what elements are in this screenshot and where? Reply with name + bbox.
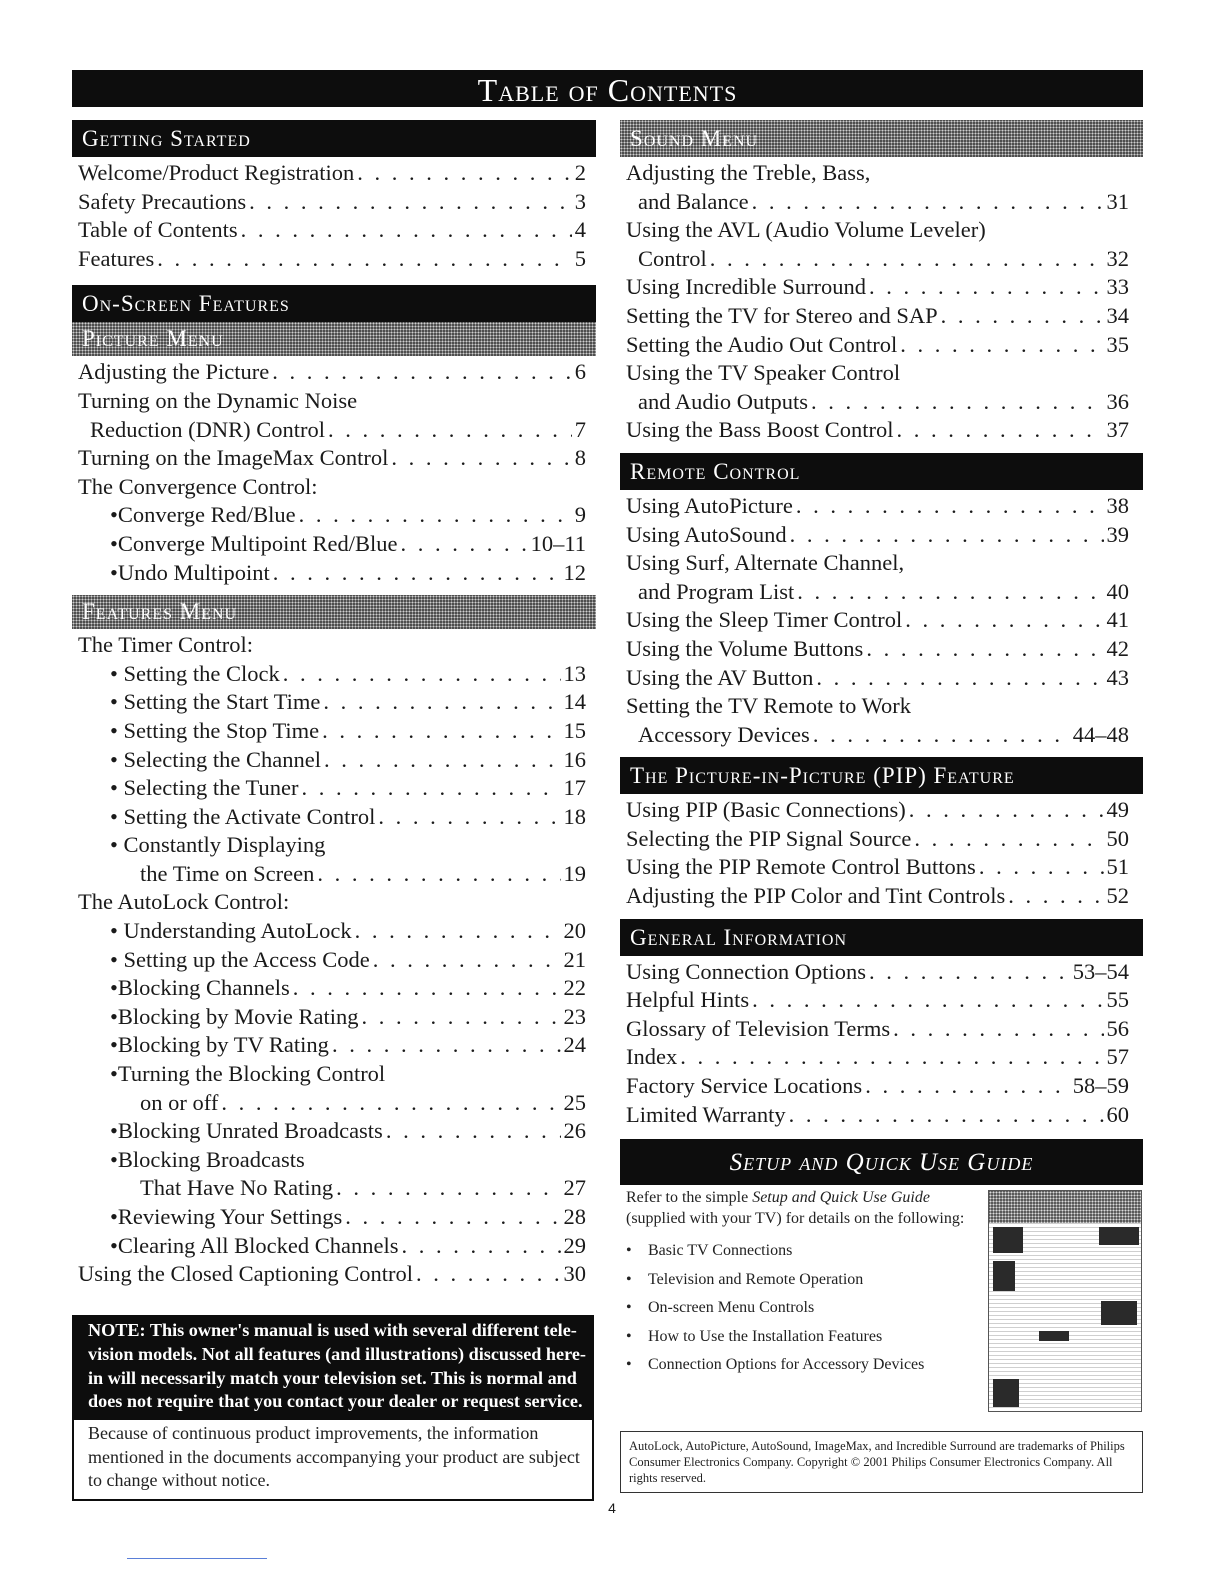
toc-entry-page: 24: [563, 1032, 586, 1058]
right-column: [620, 120, 1143, 1133]
leader-dots: [909, 796, 1104, 825]
leader-dots: [157, 245, 572, 274]
toc-entry[interactable]: [620, 359, 1143, 388]
toc-entry-page: 20: [563, 918, 586, 944]
leader-dots: [869, 958, 1070, 987]
toc-entry-page: 15: [563, 717, 586, 743]
leader-dots: [355, 917, 561, 946]
toc-entry-label: • Setting the Clock: [110, 660, 280, 686]
toc-entry-page: 49: [1106, 797, 1129, 823]
sound-menu-list: [620, 157, 1143, 453]
toc-entry[interactable]: [72, 831, 596, 860]
setup-guide-list: [626, 1237, 978, 1380]
toc-entry-label: •Blocking Unrated Broadcasts: [110, 1118, 383, 1144]
toc-entry-page: 57: [1106, 1044, 1129, 1070]
leader-dots: [323, 688, 560, 717]
toc-entry-page: 31: [1106, 188, 1129, 214]
leader-dots: [299, 501, 572, 530]
setup-guide-header: Setup and Quick Use Guide: [620, 1139, 1143, 1185]
toc-entry[interactable]: [620, 1072, 1143, 1101]
toc-entry-label: • Setting the Activate Control: [110, 803, 376, 829]
toc-entry-page: 34: [1106, 302, 1129, 328]
toc-entry-label: Index: [626, 1044, 678, 1070]
toc-entry-label: Using AutoSound: [626, 521, 787, 547]
leader-dots: [900, 331, 1103, 360]
toc-entry-label: Reduction (DNR) Control: [90, 416, 325, 442]
toc-entry[interactable]: [620, 664, 1143, 693]
toc-entry-label: That Have No Rating: [140, 1175, 334, 1201]
pip-feature-header: The Picture-in-Picture (PIP) Feature: [620, 757, 1143, 794]
toc-entry[interactable]: [72, 1060, 596, 1089]
toc-entry-page: 27: [563, 1175, 586, 1201]
pip-feature-list: [620, 794, 1143, 918]
toc-entry-label: Using Connection Options: [626, 958, 866, 984]
leader-dots: [905, 606, 1103, 635]
leader-dots: [317, 860, 560, 889]
toc-entry-label: and Program List: [638, 578, 795, 604]
toc-entry-page: 12: [563, 559, 586, 585]
thumbnail-block: [1101, 1301, 1137, 1325]
leader-dots: [979, 853, 1104, 882]
toc-entry-page: 51: [1106, 854, 1129, 880]
toc-entry-label: Glossary of Television Terms: [626, 1015, 891, 1041]
toc-entry-page: 35: [1106, 331, 1129, 357]
toc-entry[interactable]: [620, 331, 1143, 360]
toc-entry-page: 55: [1106, 987, 1129, 1013]
toc-entry-label: Adjusting the Treble, Bass,: [626, 160, 871, 185]
toc-entry-page: 2: [574, 160, 586, 185]
setup-intro-prefix: Refer to the simple: [626, 1189, 753, 1206]
toc-entry-label: •Clearing All Blocked Channels: [110, 1232, 399, 1258]
setup-guide-item: • How to Use the Installation Features: [626, 1323, 978, 1352]
toc-entry[interactable]: [620, 825, 1143, 854]
toc-entry-label: and Audio Outputs: [638, 388, 809, 414]
toc-entry[interactable]: [72, 1232, 596, 1261]
toc-entry-label: Safety Precautions: [78, 188, 247, 214]
toc-entry-label: The AutoLock Control:: [78, 889, 290, 915]
toc-entry-page: 58–59: [1072, 1073, 1129, 1099]
toc-entry-label: •Reviewing Your Settings: [110, 1204, 343, 1229]
features-menu-list: [72, 629, 596, 1293]
toc-entry-label: Adjusting the Picture: [78, 359, 270, 385]
toc-entry[interactable]: [72, 688, 596, 717]
leader-dots: [221, 1089, 560, 1118]
toc-entry[interactable]: [72, 1117, 596, 1146]
footer-divider: [127, 1558, 267, 1559]
toc-entry[interactable]: [620, 492, 1143, 521]
toc-entry-label: Welcome/Product Registration: [78, 160, 355, 185]
toc-entry[interactable]: [620, 796, 1143, 825]
leader-dots: [869, 273, 1104, 302]
remote-control-list: [620, 490, 1143, 757]
toc-entry[interactable]: [72, 746, 596, 775]
setup-intro-italic: Setup and Quick Use Guide: [752, 1189, 930, 1206]
leader-dots: [324, 746, 561, 775]
page-number: 4: [608, 1500, 616, 1516]
toc-entry-label: • Selecting the Tuner: [110, 775, 299, 801]
toc-entry-label: Turning on the ImageMax Control: [78, 445, 389, 471]
note-box: [72, 1315, 594, 1501]
toc-entry[interactable]: [72, 1203, 596, 1232]
toc-entry[interactable]: [72, 917, 596, 946]
toc-entry-label: Using the AV Button: [626, 664, 814, 690]
toc-entry-label: • Setting the Stop Time: [110, 717, 320, 743]
leader-dots: [941, 302, 1104, 331]
getting-started-header: Getting Started: [72, 120, 596, 157]
toc-entry-page: 16: [563, 746, 586, 772]
toc-entry[interactable]: [620, 388, 1143, 417]
setup-guide-item: • Connection Options for Accessory Devices: [626, 1351, 978, 1380]
toc-entry[interactable]: [72, 1260, 596, 1289]
bullet-icon: •: [626, 1270, 632, 1288]
toc-entry[interactable]: [620, 273, 1143, 302]
leader-dots: [813, 721, 1070, 750]
toc-entry-label: Using the PIP Remote Control Buttons: [626, 854, 976, 880]
leader-dots: [752, 986, 1103, 1015]
toc-entry[interactable]: [620, 302, 1143, 331]
toc-entry-label: Using the TV Speaker Control: [626, 360, 901, 386]
features-menu-header: Features Menu: [72, 595, 596, 629]
leader-dots: [400, 530, 527, 559]
toc-entry[interactable]: [72, 631, 596, 660]
leader-dots: [790, 521, 1104, 550]
toc-entry[interactable]: [72, 530, 596, 559]
toc-entry-page: 43: [1106, 664, 1129, 690]
toc-entry-label: • Understanding AutoLock: [110, 918, 352, 944]
toc-entry-label: • Setting the Start Time: [110, 689, 321, 715]
toc-entry[interactable]: [72, 974, 596, 1003]
toc-entry-page: 21: [563, 946, 586, 972]
toc-entry-label: •Undo Multipoint: [110, 559, 270, 585]
toc-entry-label: Using the AVL (Audio Volume Leveler): [626, 217, 986, 243]
toc-entry-page: 19: [563, 860, 586, 886]
toc-entry[interactable]: [620, 986, 1143, 1015]
toc-entry-label: Using the Volume Buttons: [626, 635, 864, 661]
leader-dots: [357, 159, 571, 188]
remote-control-header: Remote Control: [620, 453, 1143, 490]
leader-dots: [332, 1031, 561, 1060]
setup-intro-suffix: (supplied with your TV) for details on the following:: [626, 1210, 965, 1227]
toc-entry[interactable]: [620, 1101, 1143, 1130]
leader-dots: [249, 188, 572, 217]
toc-entry-label: on or off: [140, 1089, 219, 1115]
toc-entry-page: 25: [563, 1089, 586, 1115]
toc-entry[interactable]: [72, 245, 596, 274]
toc-entry-page: 10–11: [530, 530, 586, 556]
toc-entry-page: 50: [1106, 825, 1129, 851]
toc-entry-page: 9: [574, 502, 586, 528]
leader-dots: [272, 358, 572, 387]
toc-entry-page: 28: [563, 1204, 586, 1229]
toc-entry-label: • Constantly Displaying: [110, 832, 326, 858]
toc-entry-page: 37: [1106, 417, 1129, 443]
toc-entry-label: •Blocking Channels: [110, 975, 290, 1001]
toc-entry-label: Using the Closed Captioning Control: [78, 1261, 413, 1287]
toc-entry-page: 7: [574, 416, 586, 442]
toc-entry-label: Setting the Audio Out Control: [626, 331, 898, 357]
leader-dots: [293, 974, 561, 1003]
toc-entry-label: Features: [78, 245, 155, 271]
toc-entry[interactable]: [620, 188, 1143, 217]
toc-entry[interactable]: [72, 501, 596, 530]
leader-dots: [362, 1003, 561, 1032]
toc-entry-page: 18: [563, 803, 586, 829]
leader-dots: [391, 444, 571, 473]
toc-entry[interactable]: [620, 416, 1143, 445]
toc-entry-page: 42: [1106, 635, 1129, 661]
leader-dots: [816, 664, 1103, 693]
leader-dots: [865, 1072, 1070, 1101]
toc-entry[interactable]: [72, 860, 596, 889]
thumbnail-block: [1039, 1331, 1069, 1341]
toc-entry-label: Adjusting the PIP Color and Tint Controls: [626, 883, 1006, 909]
setup-guide-item: • Basic TV Connections: [626, 1237, 978, 1266]
toc-entry-label: Using the Sleep Timer Control: [626, 607, 903, 633]
toc-entry-label: Selecting the PIP Signal Source: [626, 825, 912, 851]
toc-entry-page: 13: [563, 660, 586, 686]
setup-guide-intro: [626, 1187, 978, 1229]
leader-dots: [273, 559, 561, 588]
thumbnail-header-band: [989, 1191, 1141, 1223]
toc-entry[interactable]: [72, 1146, 596, 1175]
toc-entry-label: •Blocking by TV Rating: [110, 1032, 329, 1058]
toc-entry-label: Using AutoPicture: [626, 492, 793, 518]
leader-dots: [401, 1232, 560, 1261]
picture-menu-header: Picture Menu: [72, 322, 596, 356]
toc-entry[interactable]: [72, 416, 596, 445]
toc-entry[interactable]: [72, 946, 596, 975]
toc-entry-label: Using Surf, Alternate Channel,: [626, 550, 905, 576]
setup-guide-body: [626, 1187, 978, 1380]
left-column: [72, 120, 596, 1293]
toc-entry-label: •Blocking Broadcasts: [110, 1146, 305, 1172]
toc-entry-label: Accessory Devices: [638, 721, 810, 747]
bullet-icon: •: [626, 1299, 632, 1317]
toc-entry-label: Control: [638, 245, 707, 271]
toc-entry-page: 36: [1106, 388, 1129, 414]
toc-entry[interactable]: [620, 1015, 1143, 1044]
toc-entry-page: 23: [563, 1003, 586, 1029]
leader-dots: [914, 825, 1103, 854]
toc-entry-page: 44–48: [1072, 721, 1129, 747]
toc-entry-page: 32: [1106, 245, 1129, 271]
leader-dots: [1008, 882, 1103, 911]
toc-entry[interactable]: [72, 559, 596, 588]
sound-menu-header: Sound Menu: [620, 120, 1143, 157]
toc-entry[interactable]: [620, 958, 1143, 987]
toc-entry-label: Turning on the Dynamic Noise: [78, 387, 358, 413]
leader-dots: [241, 216, 572, 245]
thumbnail-block: [993, 1227, 1023, 1253]
picture-menu-list: [72, 356, 596, 595]
toc-entry[interactable]: [72, 1174, 596, 1203]
toc-entry[interactable]: [72, 1003, 596, 1032]
setup-guide-item: • Television and Remote Operation: [626, 1266, 978, 1295]
leader-dots: [796, 492, 1104, 521]
toc-entry-page: 53–54: [1072, 958, 1129, 984]
toc-entry-label: Limited Warranty: [626, 1101, 786, 1127]
toc-entry-page: 17: [563, 775, 586, 801]
toc-entry-label: The Convergence Control:: [78, 473, 318, 499]
toc-entry-page: 8: [574, 445, 586, 471]
toc-entry[interactable]: [620, 882, 1143, 911]
leader-dots: [897, 416, 1104, 445]
toc-entry-label: • Selecting the Channel: [110, 746, 321, 772]
toc-entry-page: 5: [574, 245, 586, 271]
toc-entry[interactable]: [72, 717, 596, 746]
leader-dots: [797, 578, 1103, 607]
toc-entry-page: 4: [574, 217, 586, 243]
toc-entry-page: 40: [1106, 578, 1129, 604]
leader-dots: [893, 1015, 1103, 1044]
toc-entry[interactable]: [620, 853, 1143, 882]
toc-entry[interactable]: [72, 444, 596, 473]
bullet-icon: •: [626, 1327, 632, 1345]
leader-dots: [302, 774, 561, 803]
toc-entry[interactable]: [620, 216, 1143, 245]
toc-entry[interactable]: [620, 245, 1143, 274]
toc-entry-page: 56: [1106, 1015, 1129, 1041]
toc-entry[interactable]: [72, 660, 596, 689]
toc-entry-label: •Turning the Blocking Control: [110, 1061, 386, 1087]
page-title: Table of Contents: [72, 70, 1143, 107]
toc-entry[interactable]: [72, 1031, 596, 1060]
toc-entry[interactable]: [620, 635, 1143, 664]
thumbnail-block: [993, 1261, 1015, 1291]
toc-entry-page: 60: [1106, 1101, 1129, 1127]
leader-dots: [752, 188, 1104, 217]
toc-entry-label: •Converge Multipoint Red/Blue: [110, 530, 398, 556]
note-normal-text: Because of continuous product improvements, the information mentioned in the documents accompanying your product are subject to change without notice.: [88, 1423, 580, 1491]
leader-dots: [283, 660, 561, 689]
leader-dots: [373, 946, 561, 975]
toc-entry-page: 38: [1106, 492, 1129, 518]
toc-entry-label: Using Incredible Surround: [626, 274, 866, 300]
toc-entry[interactable]: [620, 521, 1143, 550]
toc-entry[interactable]: [72, 188, 596, 217]
toc-entry-label: • Setting up the Access Code: [110, 946, 370, 972]
toc-entry-page: 26: [563, 1118, 586, 1144]
bullet-icon: •: [626, 1356, 632, 1374]
toc-entry[interactable]: [72, 1089, 596, 1118]
thumbnail-block: [993, 1379, 1019, 1407]
toc-entry[interactable]: [72, 216, 596, 245]
toc-entry[interactable]: [72, 358, 596, 387]
setup-guide-thumbnail: [988, 1190, 1142, 1412]
toc-entry-label: Helpful Hints: [626, 987, 750, 1013]
setup-guide-item: • On-screen Menu Controls: [626, 1294, 978, 1323]
toc-entry[interactable]: [620, 606, 1143, 635]
toc-entry-page: 41: [1106, 607, 1129, 633]
toc-entry[interactable]: [620, 578, 1143, 607]
toc-entry[interactable]: [620, 692, 1143, 721]
leader-dots: [328, 416, 572, 445]
on-screen-features-header: On-Screen Features: [72, 285, 596, 322]
bullet-icon: •: [626, 1242, 632, 1259]
toc-entry-label: and Balance: [638, 188, 749, 214]
toc-entry-label: Setting the TV for Stereo and SAP: [626, 302, 938, 328]
toc-entry-page: 39: [1106, 521, 1129, 547]
leader-dots: [345, 1203, 560, 1232]
toc-entry-page: 3: [574, 188, 586, 214]
leader-dots: [710, 245, 1104, 274]
toc-entry[interactable]: [620, 1043, 1143, 1072]
toc-entry-page: 14: [563, 689, 586, 715]
toc-entry-label: The Timer Control:: [78, 632, 254, 658]
toc-entry[interactable]: [72, 803, 596, 832]
leader-dots: [416, 1260, 561, 1289]
general-information-header: General Information: [620, 919, 1143, 956]
toc-entry[interactable]: [620, 721, 1143, 750]
toc-entry[interactable]: [72, 774, 596, 803]
toc-entry-label: •Blocking by Movie Rating: [110, 1003, 359, 1029]
toc-entry-label: Using PIP (Basic Connections): [626, 797, 906, 823]
toc-entry-page: 30: [563, 1261, 586, 1287]
toc-entry-page: 33: [1106, 274, 1129, 300]
general-information-list: [620, 956, 1143, 1134]
toc-entry-page: 29: [563, 1232, 586, 1258]
leader-dots: [789, 1101, 1104, 1130]
leader-dots: [866, 635, 1103, 664]
leader-dots: [378, 803, 560, 832]
trademark-notice: AutoLock, AutoPicture, AutoSound, ImageMax, and Incredible Surround are trademarks of Philips Consumer Electronics Company. Copyright © 2001 Philips Consumer Electronics Company. All rights reserved.: [620, 1431, 1143, 1493]
toc-entry[interactable]: [620, 549, 1143, 578]
toc-entry-page: 22: [563, 975, 586, 1001]
toc-entry-label: Using the Bass Boost Control: [626, 417, 894, 443]
toc-entry-label: Table of Contents: [78, 217, 238, 243]
leader-dots: [322, 717, 560, 746]
toc-entry[interactable]: [72, 159, 596, 188]
toc-entry-label: the Time on Screen: [140, 860, 315, 886]
toc-entry-label: Factory Service Locations: [626, 1073, 863, 1099]
toc-entry[interactable]: [72, 888, 596, 917]
toc-entry[interactable]: [72, 387, 596, 416]
getting-started-list: [72, 157, 596, 285]
toc-entry[interactable]: [72, 473, 596, 502]
leader-dots: [680, 1043, 1103, 1072]
leader-dots: [811, 388, 1103, 417]
toc-entry-label: •Converge Red/Blue: [110, 502, 296, 528]
toc-entry-label: Setting the TV Remote to Work: [626, 693, 912, 719]
thumbnail-block: [1099, 1227, 1139, 1245]
note-bold-text: NOTE: This owner's manual is used with several different tele-vision models. Not all features (and illustrations) discussed here-in will necessarily match your television set. This is normal and does not require that you contact your dealer or request service.: [74, 1315, 592, 1420]
toc-entry-page: 6: [574, 359, 586, 385]
toc-entry[interactable]: [620, 159, 1143, 188]
leader-dots: [336, 1174, 560, 1203]
toc-entry-page: 52: [1106, 883, 1129, 909]
leader-dots: [386, 1117, 561, 1146]
